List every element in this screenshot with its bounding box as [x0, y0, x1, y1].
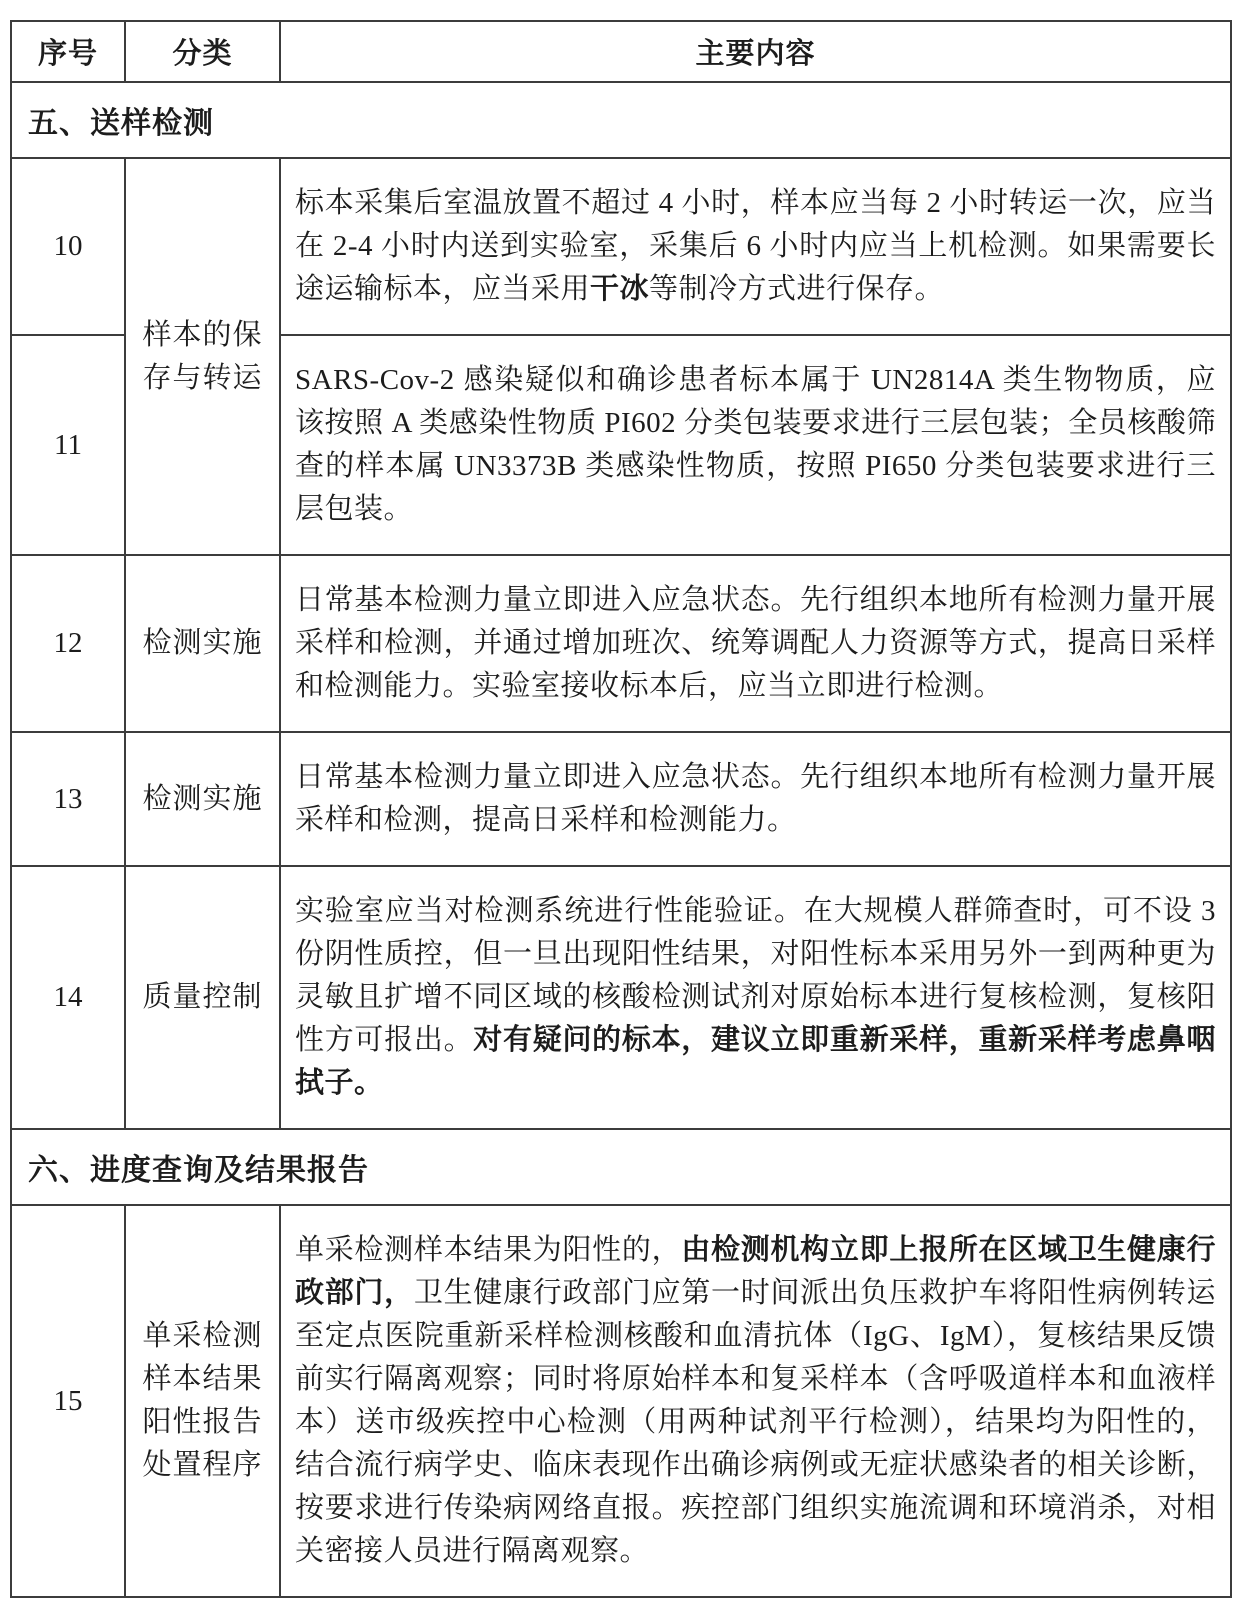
protocol-table [10, 20, 1232, 1598]
content-cell [280, 158, 1231, 335]
col-header-content: 主要内容 [280, 21, 1231, 82]
table-head [11, 21, 1231, 82]
bold-text-run: 对有疑问的标本，建议立即重新采样，重新采样考虑鼻咽拭子。 [295, 1024, 1216, 1099]
content-cell [280, 555, 1231, 732]
section-title: 六、进度查询及结果报告 [11, 1129, 1231, 1205]
col-header-serial: 序号 [11, 21, 125, 82]
category-cell: 单采检测样本结果阳性报告处置程序 [125, 1205, 280, 1597]
table-row [11, 866, 1231, 1129]
bold-text-run: 由检测机构立即上报所在区域卫生健康行政部门， [295, 1234, 1216, 1309]
serial-cell: 10 [11, 158, 125, 335]
content-cell [280, 335, 1231, 555]
category-cell: 检测实施 [125, 732, 280, 866]
table-body [11, 82, 1231, 1597]
serial-cell: 14 [11, 866, 125, 1129]
serial-cell: 12 [11, 555, 125, 732]
category-cell: 样本的保存与转运 [125, 158, 280, 555]
serial-cell: 13 [11, 732, 125, 866]
table-row [11, 158, 1231, 335]
section-row [11, 82, 1231, 158]
header-row [11, 21, 1231, 82]
content-cell [280, 866, 1231, 1129]
text-run: 等制冷方式进行保存。 [649, 273, 945, 305]
table-row [11, 555, 1231, 732]
text-run: SARS-Cov-2 感染疑似和确诊患者标本属于 UN2814A 类生物物质，应该按照 A 类感染性物质 PI602 分类包装要求进行三层包装；全员核酸筛查的样本属 UN3373B 类感染性物质，按照 PI650 分类包装要求进行三层包装。 [295, 364, 1216, 525]
table-row [11, 1205, 1231, 1597]
bold-text-run: 干冰 [590, 273, 650, 305]
col-header-category: 分类 [125, 21, 280, 82]
category-cell: 检测实施 [125, 555, 280, 732]
category-cell: 质量控制 [125, 866, 280, 1129]
text-run: 单采检测样本结果为阳性的， [295, 1234, 682, 1266]
serial-cell: 11 [11, 335, 125, 555]
text-run: 实验室应当对检测系统进行性能验证。在大规模人群筛查时，可不设 3 份阴性质控，但一旦出现阳性结果，对阳性标本采用另外一到两种更为灵敏且扩增不同区域的核酸检测试剂对原始标本进行复核检测，复核阳性方可报出。 [295, 895, 1216, 1056]
text-run: 日常基本检测力量立即进入应急状态。先行组织本地所有检测力量开展采样和检测，并通过增加班次、统筹调配人力资源等方式，提高日采样和检测能力。实验室接收标本后，应当立即进行检测。 [295, 584, 1216, 702]
table-row [11, 732, 1231, 866]
document-page [10, 20, 1232, 1598]
text-run: 卫生健康行政部门应第一时间派出负压救护车将阳性病例转运至定点医院重新采样检测核酸和血清抗体（IgG、IgM），复核结果反馈前实行隔离观察；同时将原始样本和复采样本（含呼吸道样本和血液样本）送市级疾控中心检测（用两种试剂平行检测），结果均为阳性的，结合流行病学史、临床表现作出确诊病例或无症状感染者的相关诊断，按要求进行传染病网络直报。疾控部门组织实施流调和环境消杀，对相关密接人员进行隔离观察。 [295, 1277, 1216, 1567]
section-title: 五、送样检测 [11, 82, 1231, 158]
section-row [11, 1129, 1231, 1205]
serial-cell: 15 [11, 1205, 125, 1597]
content-cell [280, 1205, 1231, 1597]
text-run: 日常基本检测力量立即进入应急状态。先行组织本地所有检测力量开展采样和检测，提高日采样和检测能力。 [295, 761, 1216, 836]
content-cell [280, 732, 1231, 866]
text-run: 标本采集后室温放置不超过 4 小时，样本应当每 2 小时转运一次，应当在 2-4 小时内送到实验室，采集后 6 小时内应当上机检测。如果需要长途运输标本，应当采用 [295, 187, 1216, 305]
